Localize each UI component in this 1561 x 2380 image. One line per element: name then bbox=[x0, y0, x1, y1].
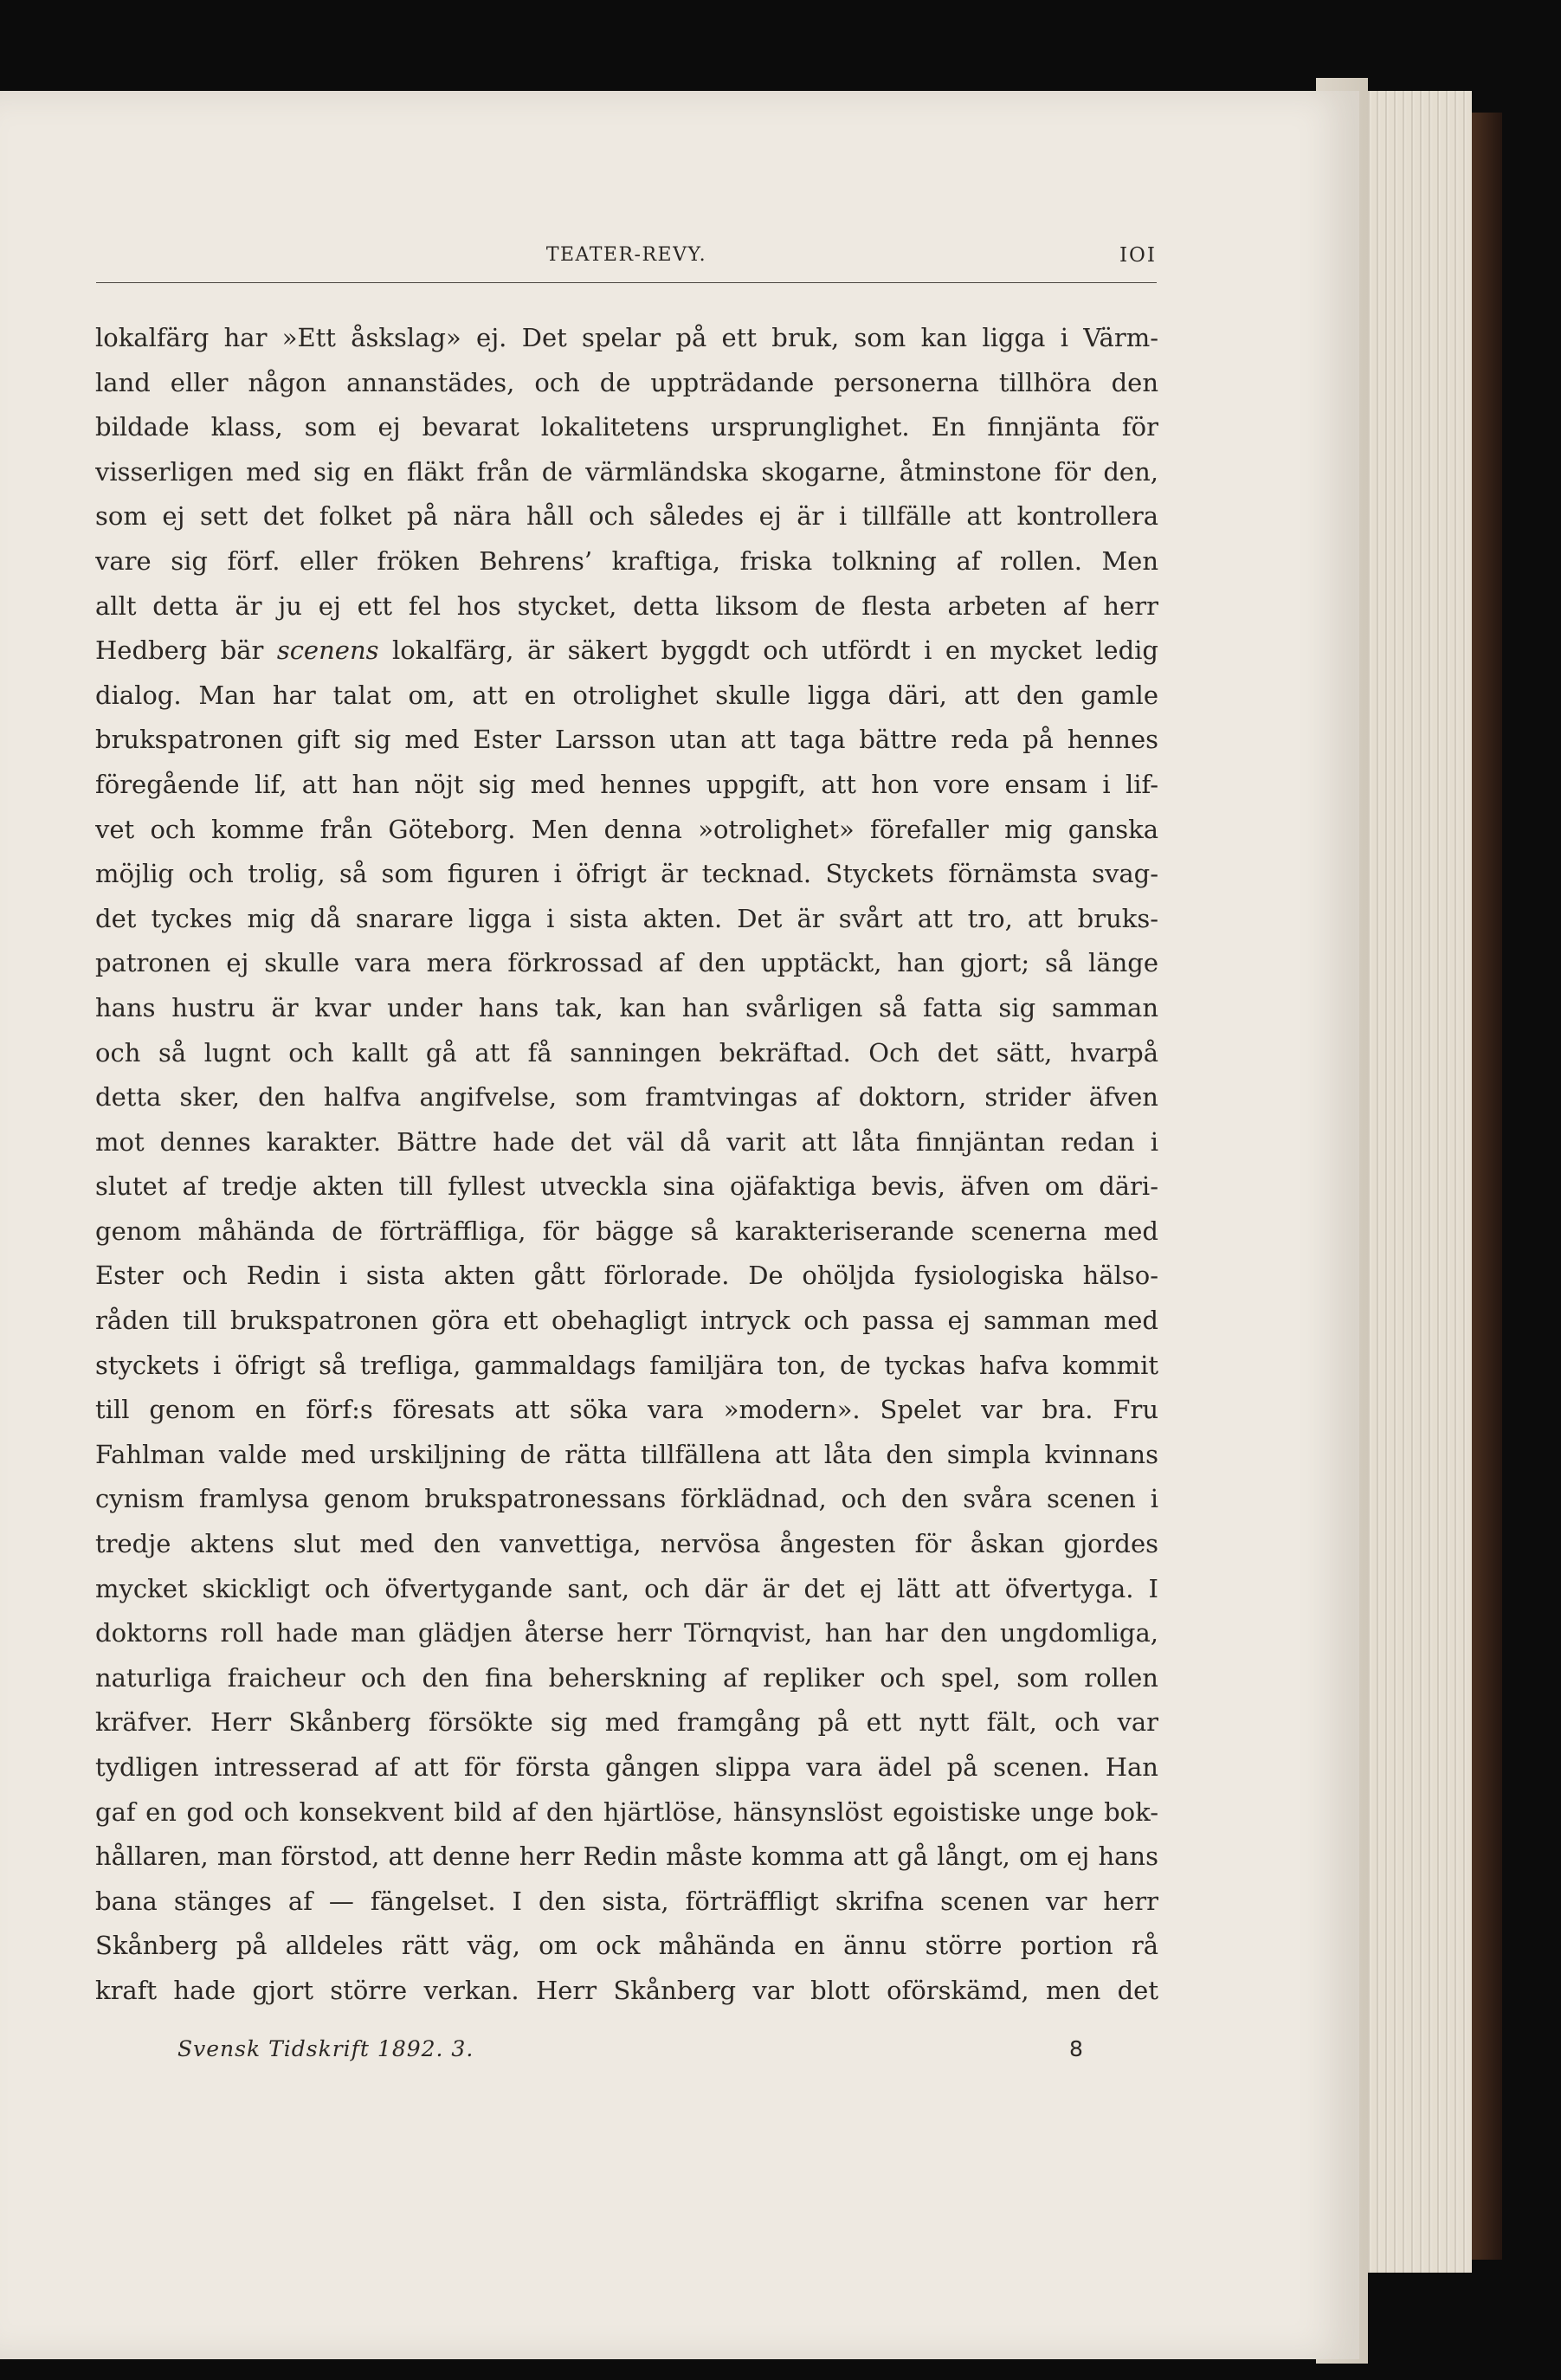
text-line: det tyckes mig då snarare ligga i sista akten. Det är svårt att tro, att bruks- bbox=[95, 903, 1158, 933]
italic-word: scenens bbox=[276, 635, 379, 666]
text-line: gaf en god och konsekvent bild af den hjärtlöse, hänsynslöst egoistiske unge bok- bbox=[95, 1796, 1158, 1827]
text-line: allt detta är ju ej ett fel hos stycket, detta liksom de flesta arbeten af herr bbox=[95, 590, 1158, 621]
text-line bbox=[95, 629, 1158, 674]
text-line: kräfver. Herr Skånberg försökte sig med framgång på ett nytt fält, och var bbox=[95, 1707, 1158, 1738]
text-line: Ester och Redin i sista akten gått förlorade. De ohöljda fysiologiska hälso- bbox=[95, 1261, 1158, 1291]
text-line: detta sker, den halfva angifvelse, som framtvingas af doktorn, strider äfven bbox=[95, 1082, 1158, 1113]
page-header bbox=[96, 244, 1157, 287]
page-number: IOI bbox=[1119, 244, 1157, 267]
text-line: patronen ej skulle vara mera förkrossad af den upptäckt, han gjort; så länge bbox=[95, 948, 1158, 978]
text-line: som ej sett det folket på nära håll och således ej är i tillfälle att kontrollera bbox=[95, 501, 1158, 532]
text-line: råden till brukspatronen göra ett obehagligt intryck och passa ej samman med bbox=[95, 1306, 1158, 1336]
text-line: slutet af tredje akten till fyllest utveckla sina ojäfaktiga bevis, äfven om däri- bbox=[95, 1171, 1158, 1202]
text-line: och så lugnt och kallt gå att få sanningen bekräftad. Och det sätt, hvarpå bbox=[95, 1037, 1158, 1067]
text-segment: lokalfärg, är säkert byggdt och utfördt i en mycket ledig bbox=[378, 635, 1158, 666]
text-line: kraft hade gjort större verkan. Herr Skånberg var blott oförskämd, men det bbox=[95, 1975, 1158, 2005]
text-line: doktorns roll hade man glädjen återse herr Törnqvist, han har den ungdomliga, bbox=[95, 1618, 1158, 1648]
text-segment: Hedberg bär bbox=[95, 635, 277, 666]
text-line: bildade klass, som ej bevarat lokalitetens ursprunglighet. En finnjänta för bbox=[95, 412, 1158, 442]
text-line: till genom en förf:s föresats att söka vara »modern». Spelet var bra. Fru bbox=[95, 1395, 1158, 1425]
text-line: brukspatronen gift sig med Ester Larsson utan att taga bättre reda på hennes bbox=[95, 725, 1158, 755]
text-line: dialog. Man har talat om, att en otrolighet skulle ligga däri, att den gamle bbox=[95, 680, 1158, 710]
text-line: vet och komme från Göteborg. Men denna »otrolighet» förefaller mig ganska bbox=[95, 814, 1158, 844]
page-edges bbox=[1364, 91, 1472, 2273]
text-line: naturliga fraicheur och den fina beherskning af repliker och spel, som rollen bbox=[95, 1662, 1158, 1693]
text-line: tredje aktens slut med den vanvettiga, nervösa ångesten för åskan gjordes bbox=[95, 1529, 1158, 1559]
footer-journal-line: Svensk Tidskrift 1892. 3. bbox=[177, 2036, 474, 2061]
text-line: föregående lif, att han nöjt sig med hennes uppgift, att hon vore ensam i lif- bbox=[95, 769, 1158, 799]
text-line: mycket skickligt och öfvertygande sant, och där är det ej lätt att öfvertyga. I bbox=[95, 1573, 1158, 1603]
text-line: land eller någon annanstädes, och de uppträdande personerna tillhöra den bbox=[95, 367, 1158, 397]
text-line: hållaren, man förstod, att denne herr Redin måste komma att gå långt, om ej hans bbox=[95, 1841, 1158, 1872]
text-line: vare sig förf. eller fröken Behrens’ kraftiga, friska tolkning af rollen. Men bbox=[95, 545, 1158, 576]
body-text bbox=[95, 316, 1158, 2014]
text-line: genom måhända de förträffliga, för bägge så karakteriserande scenerna med bbox=[95, 1216, 1158, 1246]
running-head: TEATER-REVY. bbox=[545, 244, 707, 266]
text-line: Skånberg på alldeles rätt väg, om ock måhända en ännu större portion rå bbox=[95, 1931, 1158, 1961]
text-line: tydligen intresserad af att för första gången slippa vara ädel på scenen. Han bbox=[95, 1752, 1158, 1782]
text-line: styckets i öfrigt så trefliga, gammaldags familjära ton, de tyckas hafva kommit bbox=[95, 1350, 1158, 1380]
signature-mark: 8 bbox=[1069, 2036, 1083, 2061]
text-line: mot dennes karakter. Bättre hade det väl då varit att låta finnjäntan redan i bbox=[95, 1126, 1158, 1157]
text-line: visserligen med sig en fläkt från de värmländska skogarne, åtminstone för den, bbox=[95, 456, 1158, 487]
header-rule bbox=[96, 282, 1157, 283]
text-line: hans hustru är kvar under hans tak, kan han svårligen så fatta sig samman bbox=[95, 992, 1158, 1022]
text-line: Fahlman valde med urskiljning de rätta tillfällena att låta den simpla kvinnans bbox=[95, 1439, 1158, 1469]
text-line: lokalfärg har »Ett åskslag» ej. Det spelar på ett bruk, som kan ligga i Värm- bbox=[95, 323, 1158, 352]
text-line: cynism framlysa genom brukspatronessans förklädnad, och den svåra scenen i bbox=[95, 1484, 1158, 1514]
text-line: bana stänges af — fängelset. I den sista, förträffligt skrifna scenen var herr bbox=[95, 1886, 1158, 1916]
text-line: möjlig och trolig, så som figuren i öfrigt är tecknad. Styckets förnämsta svag- bbox=[95, 859, 1158, 889]
